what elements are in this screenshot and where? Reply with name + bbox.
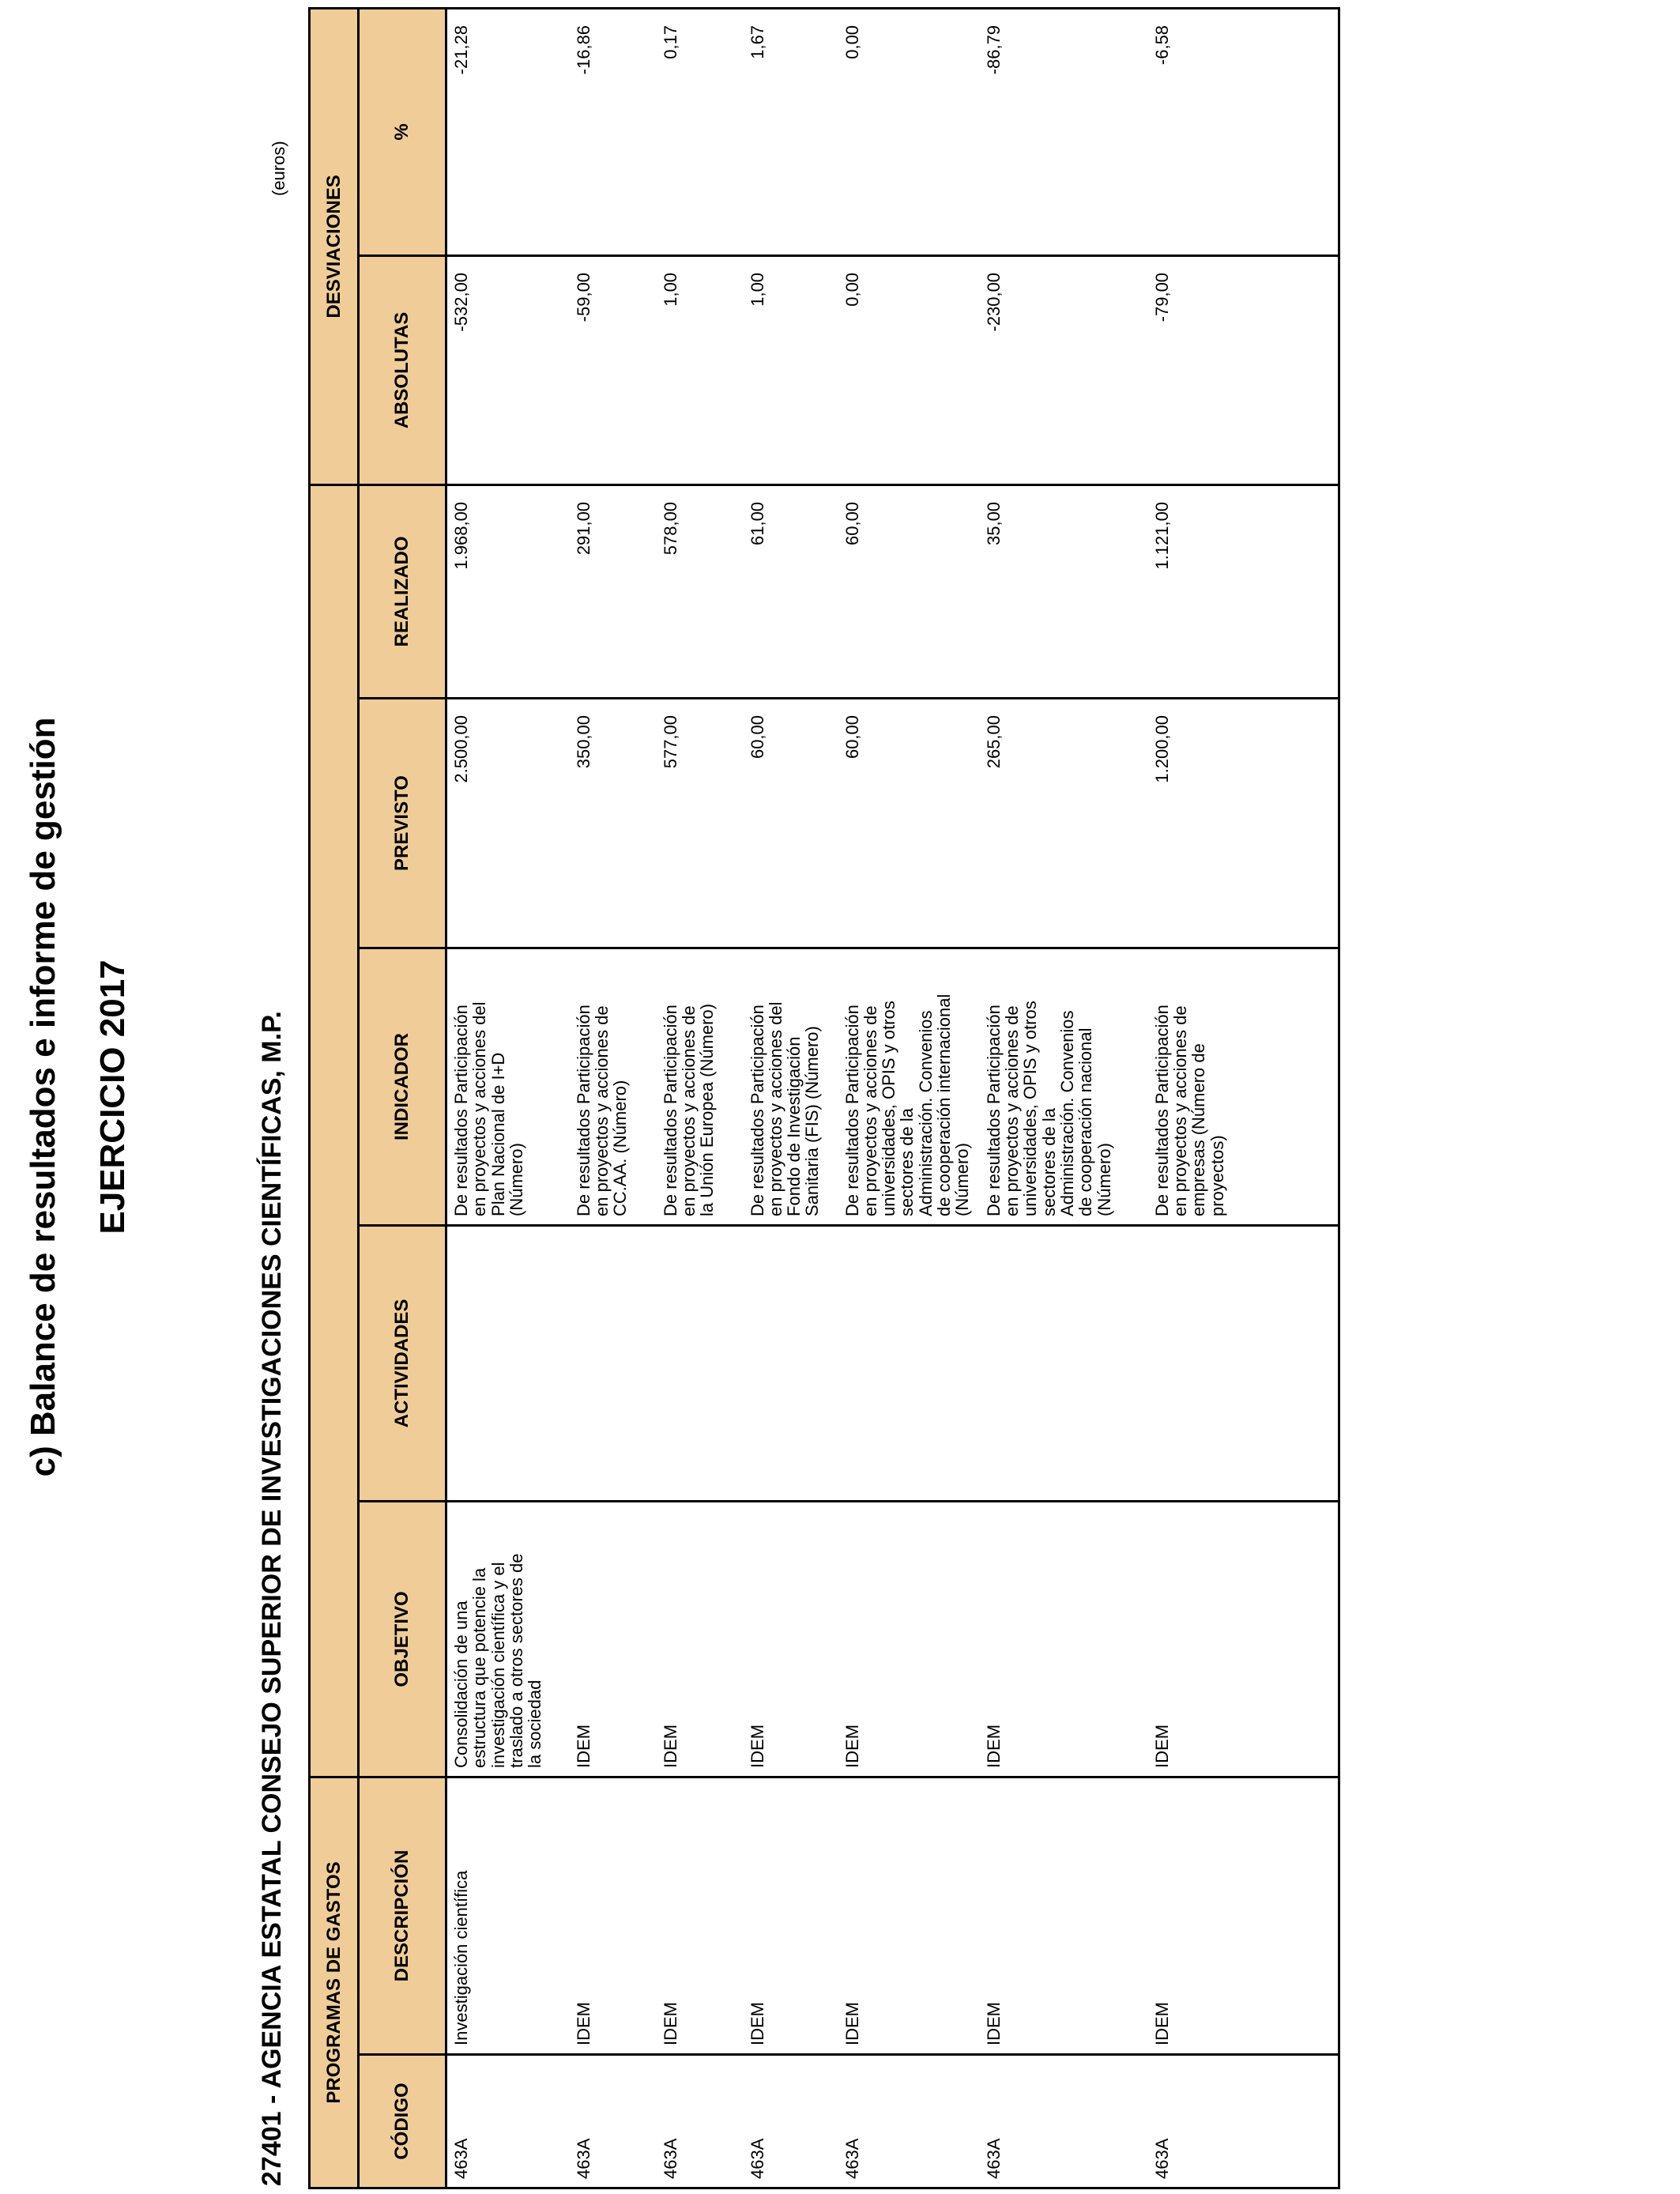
cell-descripcion: Investigación científica bbox=[446, 1777, 570, 2054]
cell-previsto: 2.500,00 bbox=[446, 698, 570, 948]
cell-realizado: 578,00 bbox=[657, 484, 744, 698]
header-row bbox=[359, 8, 446, 2188]
page-title: c) Balance de resultados e informe de gestión bbox=[24, 717, 62, 1477]
cell-previsto: 265,00 bbox=[980, 698, 1148, 948]
cell-descripcion: IDEM bbox=[570, 1777, 657, 2054]
cell-previsto: 350,00 bbox=[570, 698, 657, 948]
cell-descripcion: IDEM bbox=[838, 1777, 980, 2054]
desviaciones-header: DESVIACIONES bbox=[310, 8, 359, 484]
cell-pct: 1,67 bbox=[744, 8, 838, 255]
programas-header: PROGRAMAS DE GASTOS bbox=[310, 1777, 359, 2188]
cell-descripcion: IDEM bbox=[980, 1777, 1148, 2054]
cell-codigo: 463A bbox=[657, 2055, 744, 2188]
cell-actividades bbox=[838, 1225, 980, 1501]
cell-actividades bbox=[744, 1225, 838, 1501]
cell-absolutas: 0,00 bbox=[838, 255, 980, 484]
cell-actividades bbox=[980, 1225, 1148, 1501]
cell-realizado: 61,00 bbox=[744, 484, 838, 698]
table-row bbox=[744, 8, 838, 2188]
table-body bbox=[446, 8, 1339, 2188]
cell-previsto: 577,00 bbox=[657, 698, 744, 948]
blank-header bbox=[310, 484, 359, 1777]
cell-absolutas: 1,00 bbox=[657, 255, 744, 484]
col-actividades: ACTIVIDADES bbox=[359, 1225, 446, 1501]
col-absolutas: ABSOLUTAS bbox=[359, 255, 446, 484]
cell-codigo: 463A bbox=[1148, 2055, 1339, 2188]
cell-indicador: De resultados Participación en proyectos y acciones de universidades, OPIS y otros sectores de la Administración. Convenios de cooperación internacional (Número) bbox=[838, 948, 980, 1225]
col-realizado: REALIZADO bbox=[359, 484, 446, 698]
table-row bbox=[1148, 8, 1339, 2188]
cell-realizado: 291,00 bbox=[570, 484, 657, 698]
table-row bbox=[570, 8, 657, 2188]
col-indicador: INDICADOR bbox=[359, 948, 446, 1225]
header-group-row bbox=[310, 8, 359, 2188]
results-table bbox=[308, 7, 1340, 2189]
cell-actividades bbox=[570, 1225, 657, 1501]
cell-actividades bbox=[446, 1225, 570, 1501]
cell-previsto: 60,00 bbox=[838, 698, 980, 948]
cell-descripcion: IDEM bbox=[657, 1777, 744, 2054]
cell-codigo: 463A bbox=[570, 2055, 657, 2188]
cell-indicador: De resultados Participación en proyectos y acciones de empresas (Número de proyectos) bbox=[1148, 948, 1339, 1225]
cell-objetivo: IDEM bbox=[744, 1501, 838, 1777]
col-pct: % bbox=[359, 8, 446, 255]
table-row bbox=[838, 8, 980, 2188]
cell-pct: -21,28 bbox=[446, 8, 570, 255]
cell-codigo: 463A bbox=[838, 2055, 980, 2188]
cell-indicador: De resultados Participación en proyectos y acciones de CC.AA. (Número) bbox=[570, 948, 657, 1225]
cell-objetivo: IDEM bbox=[1148, 1501, 1339, 1777]
cell-descripcion: IDEM bbox=[1148, 1777, 1339, 2054]
cell-pct: -86,79 bbox=[980, 8, 1148, 255]
col-objetivo: OBJETIVO bbox=[359, 1501, 446, 1777]
fiscal-year: EJERCICIO 2017 bbox=[93, 959, 132, 1235]
cell-absolutas: 1,00 bbox=[744, 255, 838, 484]
cell-objetivo: Consolidación de una estructura que potencie la investigación científica y el traslado a otros sectores de la sociedad bbox=[446, 1501, 570, 1777]
cell-actividades bbox=[1148, 1225, 1339, 1501]
table-row bbox=[980, 8, 1148, 2188]
cell-absolutas: -230,00 bbox=[980, 255, 1148, 484]
cell-pct: -6,58 bbox=[1148, 8, 1339, 255]
cell-realizado: 1.121,00 bbox=[1148, 484, 1339, 698]
cell-previsto: 60,00 bbox=[744, 698, 838, 948]
cell-indicador: De resultados Participación en proyectos y acciones de la Unión Europea (Número) bbox=[657, 948, 744, 1225]
cell-indicador: De resultados Participación en proyectos y acciones del Plan Nacional de I+D (Número) bbox=[446, 948, 570, 1225]
cell-pct: 0,00 bbox=[838, 8, 980, 255]
currency-unit: (euros) bbox=[269, 141, 288, 196]
cell-objetivo: IDEM bbox=[980, 1501, 1148, 1777]
table-row bbox=[657, 8, 744, 2188]
cell-codigo: 463A bbox=[446, 2055, 570, 2188]
cell-actividades bbox=[657, 1225, 744, 1501]
cell-objetivo: IDEM bbox=[838, 1501, 980, 1777]
entity-name: 27401 - AGENCIA ESTATAL CONSEJO SUPERIOR DE INVESTIGACIONES CIENTÍFICAS, M.P. bbox=[257, 1011, 287, 2186]
cell-absolutas: -532,00 bbox=[446, 255, 570, 484]
table-row bbox=[446, 8, 570, 2188]
cell-realizado: 1.968,00 bbox=[446, 484, 570, 698]
cell-objetivo: IDEM bbox=[570, 1501, 657, 1777]
cell-objetivo: IDEM bbox=[657, 1501, 744, 1777]
cell-codigo: 463A bbox=[980, 2055, 1148, 2188]
col-descripcion: DESCRIPCIÓN bbox=[359, 1777, 446, 2054]
cell-codigo: 463A bbox=[744, 2055, 838, 2188]
col-previsto: PREVISTO bbox=[359, 698, 446, 948]
cell-indicador: De resultados Participación en proyectos y acciones de universidades, OPIS y otros sectores de la Administración. Convenios de cooperación nacional (Número) bbox=[980, 948, 1148, 1225]
cell-absolutas: -79,00 bbox=[1148, 255, 1339, 484]
cell-absolutas: -59,00 bbox=[570, 255, 657, 484]
cell-pct: 0,17 bbox=[657, 8, 744, 255]
cell-previsto: 1.200,00 bbox=[1148, 698, 1339, 948]
col-codigo: CÓDIGO bbox=[359, 2055, 446, 2188]
cell-realizado: 35,00 bbox=[980, 484, 1148, 698]
cell-indicador: De resultados Participación en proyectos y acciones del Fondo de Investigación Sanitaria (FIS) (Número) bbox=[744, 948, 838, 1225]
cell-realizado: 60,00 bbox=[838, 484, 980, 698]
cell-pct: -16,86 bbox=[570, 8, 657, 255]
cell-descripcion: IDEM bbox=[744, 1777, 838, 2054]
